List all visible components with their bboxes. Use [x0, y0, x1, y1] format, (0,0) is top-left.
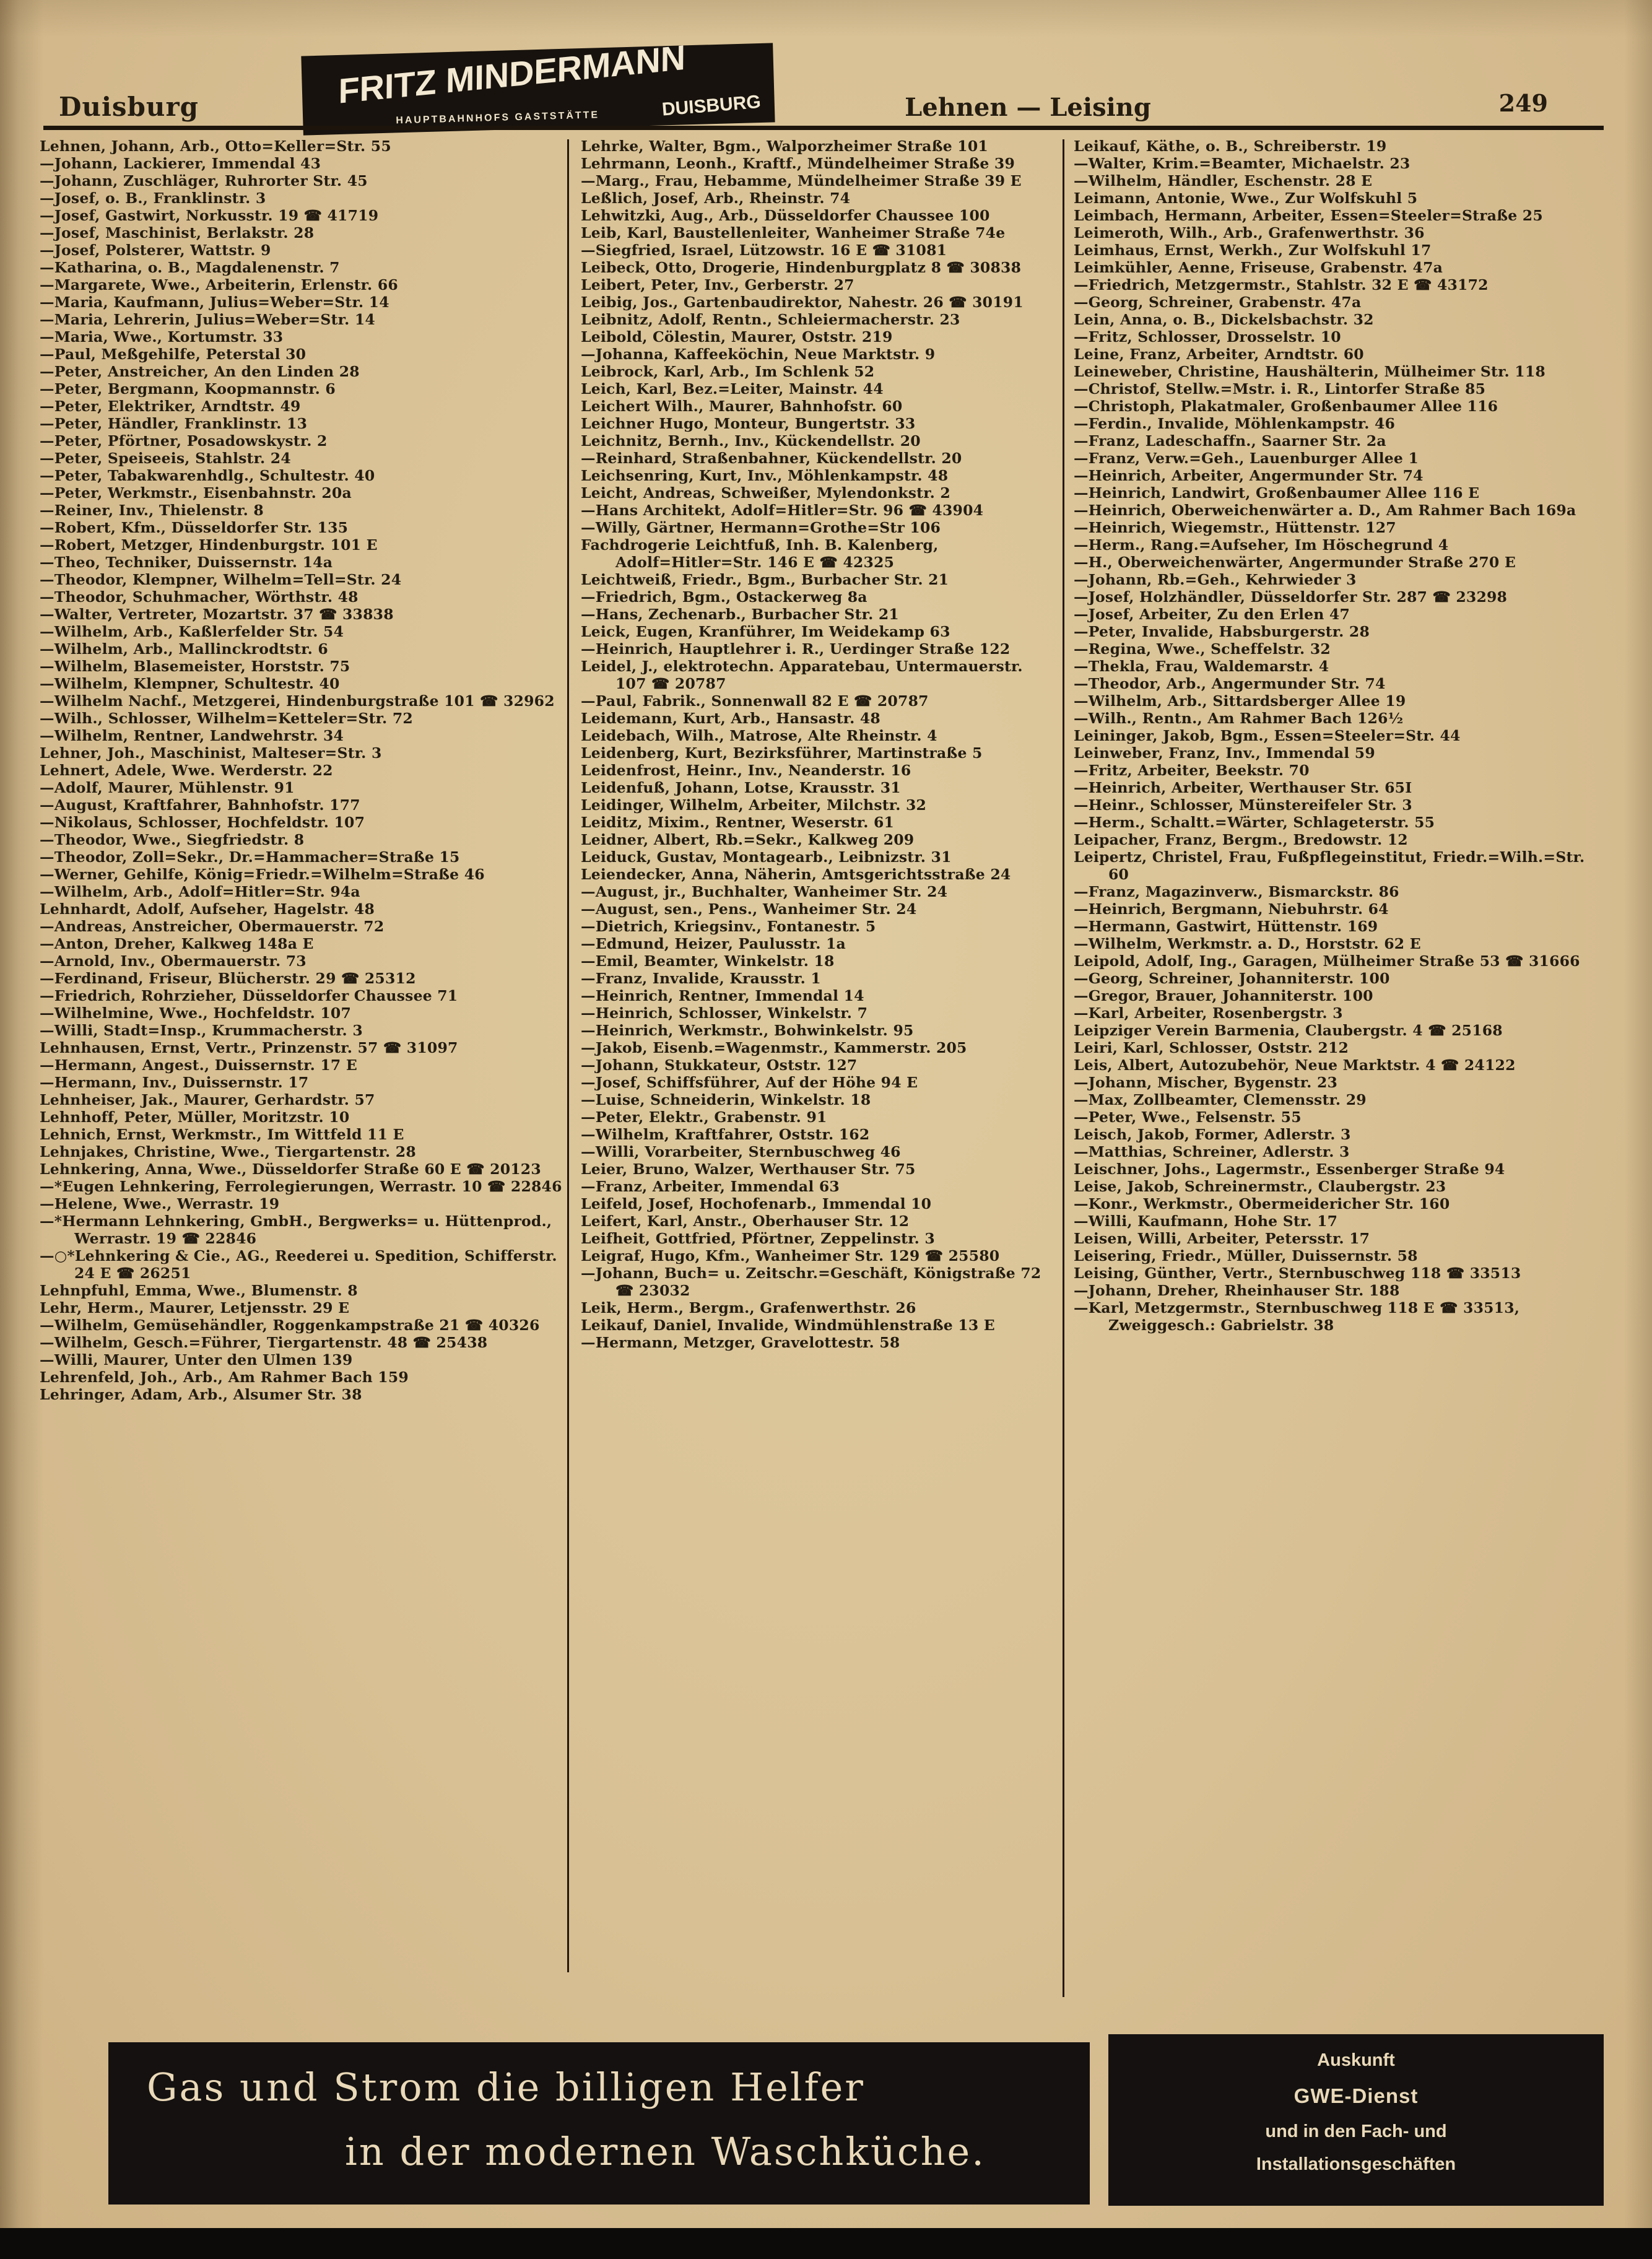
gwe-ad-line4: Installationsgeschäften	[1256, 2154, 1456, 2174]
directory-entry: —Heinrich, Arbeiter, Angermunder Str. 74	[1074, 467, 1424, 484]
directory-entry: Leier, Bruno, Walzer, Werthauser Str. 75	[581, 1160, 916, 1178]
header-rule	[43, 126, 1604, 130]
directory-entry: Leifert, Karl, Anstr., Oberhauser Str. 12	[581, 1212, 910, 1230]
directory-entry: —Fritz, Schlosser, Drosselstr. 10	[1074, 328, 1341, 346]
directory-entry: —Heinrich, Werkmstr., Bohwinkelstr. 95	[581, 1022, 914, 1039]
directory-entry: Lein, Anna, o. B., Dickelsbachstr. 32	[1074, 311, 1374, 328]
directory-entry: Lehnich, Ernst, Werkmstr., Im Wittfeld 11 E	[40, 1126, 404, 1143]
directory-entry: Lehnhoff, Peter, Müller, Moritzstr. 10	[40, 1108, 350, 1126]
directory-entry: —Johann, Dreher, Rheinhauser Str. 188	[1074, 1282, 1400, 1299]
directory-entry: —Peter, Tabakwarenhdlg., Schultestr. 40	[40, 467, 375, 484]
directory-entry: Leising, Günther, Vertr., Sternbuschweg 118 ☎ 33513	[1074, 1264, 1521, 1282]
directory-entry: —Josef, Arbeiter, Zu den Erlen 47	[1074, 606, 1350, 623]
directory-entry: —Hermann, Inv., Duissernstr. 17	[40, 1074, 309, 1091]
directory-entry: Leine, Franz, Arbeiter, Arndtstr. 60	[1074, 346, 1364, 363]
directory-entry: Leipold, Adolf, Ing., Garagen, Mülheimer Straße 53 ☎ 31666	[1074, 952, 1580, 970]
directory-entry: —Konr., Werkmstr., Obermeidericher Str. 160	[1074, 1195, 1450, 1212]
column-divider-1	[567, 139, 569, 1972]
directory-entry: —Christoph, Plakatmaler, Großenbaumer Allee 116	[1074, 398, 1498, 415]
directory-entry: —Herm., Schaltt.=Wärter, Schlageterstr. 55	[1074, 814, 1435, 831]
directory-entry: —Wilhelm, Werkmstr. a. D., Horststr. 62 E	[1074, 935, 1421, 952]
directory-entry: —Friedrich, Metzgermstr., Stahlstr. 32 E ☎ 43172	[1074, 276, 1489, 294]
directory-entry: —Peter, Invalide, Habsburgerstr. 28	[1074, 623, 1370, 640]
directory-entry: —Johann, Mischer, Bygenstr. 23	[1074, 1074, 1338, 1091]
directory-entry: —Arnold, Inv., Obermauerstr. 73	[40, 952, 306, 970]
directory-entry: —Paul, Fabrik., Sonnenwall 82 E ☎ 20787	[581, 692, 929, 710]
directory-entry: —Johann, Stukkateur, Oststr. 127	[581, 1056, 858, 1074]
directory-entry: —Fritz, Arbeiter, Beekstr. 70	[1074, 762, 1310, 779]
directory-entry: —Peter, Werkmstr., Eisenbahnstr. 20a	[40, 484, 352, 502]
directory-entry: —○*Lehnkering & Cie., AG., Reederei u. Spedition, Schifferstr. 24 E ☎ 26251	[40, 1247, 557, 1282]
directory-entry: —Hermann, Angest., Duissernstr. 17 E	[40, 1056, 357, 1074]
directory-entry: —*Hermann Lehnkering, GmbH., Bergwerks= u. Hüttenprod., Werrastr. 19 ☎ 22846	[40, 1212, 552, 1247]
directory-entry: —Wilhelm, Klempner, Schultestr. 40	[40, 675, 340, 692]
directory-entry: —Maria, Lehrerin, Julius=Weber=Str. 14	[40, 311, 375, 328]
directory-entry: —Jakob, Eisenb.=Wagenmstr., Kammerstr. 205	[581, 1039, 967, 1056]
directory-entry: Leidemann, Kurt, Arb., Hansastr. 48	[581, 710, 880, 727]
page-number: 249	[1498, 89, 1548, 117]
directory-entry: —Wilhelm, Arb., Kaßlerfelder Str. 54	[40, 623, 344, 640]
directory-entry: —Franz, Verw.=Geh., Lauenburger Allee 1	[1074, 450, 1419, 467]
directory-entry: Leibold, Cölestin, Maurer, Oststr. 219	[581, 328, 893, 346]
directory-entry: Leikauf, Käthe, o. B., Schreiberstr. 19	[1074, 137, 1387, 155]
directory-entry: —H., Oberweichenwärter, Angermunder Straße 270 E	[1074, 554, 1516, 571]
directory-entry: —Robert, Kfm., Düsseldorfer Str. 135	[40, 519, 349, 536]
directory-entry: —Theodor, Schuhmacher, Wörthstr. 48	[40, 588, 359, 606]
directory-entry: Leisch, Jakob, Former, Adlerstr. 3	[1074, 1126, 1351, 1143]
directory-column-2	[581, 137, 1056, 1980]
directory-entry: —Willi, Maurer, Unter den Ulmen 139	[40, 1351, 353, 1369]
directory-entry: —Marg., Frau, Hebamme, Mündelheimer Straße 39 E	[581, 172, 1022, 189]
directory-entry: —Matthias, Schreiner, Adlerstr. 3	[1074, 1143, 1350, 1160]
logo-city: DUISBURG	[661, 91, 762, 120]
gas-strom-ad-line2: in der modernen Waschküche.	[345, 2129, 986, 2174]
directory-entry: —Gregor, Brauer, Johanniterstr. 100	[1074, 987, 1373, 1004]
directory-entry: —Wilhelm, Rentner, Landwehrstr. 34	[40, 727, 344, 744]
directory-entry: —Anton, Dreher, Kalkweg 148a E	[40, 935, 314, 952]
directory-entry: —Heinr., Schlosser, Münstereifeler Str. 3	[1074, 796, 1412, 814]
directory-entry: —Siegfried, Israel, Lützowstr. 16 E ☎ 31081	[581, 242, 947, 259]
directory-entry: —August, Kraftfahrer, Bahnhofstr. 177	[40, 796, 360, 814]
directory-entry: —Hans Architekt, Adolf=Hitler=Str. 96 ☎ 43904	[581, 502, 984, 519]
directory-entry: —Peter, Elektriker, Arndtstr. 49	[40, 398, 301, 415]
directory-entry: —Max, Zollbeamter, Clemensstr. 29	[1074, 1091, 1367, 1108]
page-bottom-shadow	[0, 2228, 1652, 2259]
directory-entry: Leibnitz, Adolf, Rentn., Schleiermacherstr. 23	[581, 311, 960, 328]
directory-entry: —Peter, Pförtner, Posadowskystr. 2	[40, 432, 328, 450]
directory-entry: —Theo, Techniker, Duissernstr. 14a	[40, 554, 333, 571]
directory-entry: —Johann, Zuschläger, Ruhrorter Str. 45	[40, 172, 368, 189]
directory-entry: —Friedrich, Rohrzieher, Düsseldorfer Chaussee 71	[40, 987, 458, 1004]
directory-entry: Leib, Karl, Baustellenleiter, Wanheimer Straße 74e	[581, 224, 1006, 242]
directory-entry: —Adolf, Maurer, Mühlenstr. 91	[40, 779, 295, 796]
directory-entry: Lehnert, Adele, Wwe. Werderstr. 22	[40, 762, 333, 779]
directory-entry: —Reiner, Inv., Thielenstr. 8	[40, 502, 264, 519]
directory-entry: Leichner Hugo, Monteur, Bungertstr. 33	[581, 415, 916, 432]
directory-entry: —Reinhard, Straßenbahner, Kückendellstr. 20	[581, 450, 962, 467]
directory-entry: —Regina, Wwe., Scheffelstr. 32	[1074, 640, 1331, 658]
directory-entry: Leidner, Albert, Rb.=Sekr., Kalkweg 209	[581, 831, 915, 848]
directory-entry: —Hermann, Metzger, Gravelottestr. 58	[581, 1334, 900, 1351]
directory-entry: Leimkühler, Aenne, Friseuse, Grabenstr. 47a	[1074, 259, 1443, 276]
directory-entry: Leifeld, Josef, Hochofenarb., Immendal 10	[581, 1195, 932, 1212]
directory-entry: Leimeroth, Wilh., Arb., Grafenwerthstr. 36	[1074, 224, 1425, 242]
directory-entry: —Theodor, Wwe., Siegfriedstr. 8	[40, 831, 305, 848]
directory-entry: —Wilhelm, Arb., Adolf=Hitler=Str. 94a	[40, 883, 360, 900]
directory-entry: Leifheit, Gottfried, Pförtner, Zeppelinstr. 3	[581, 1230, 935, 1247]
directory-entry: —Heinrich, Wiegemstr., Hüttenstr. 127	[1074, 519, 1396, 536]
directory-entry: Leichsenring, Kurt, Inv., Möhlenkampstr. 48	[581, 467, 949, 484]
directory-entry: —Heinrich, Landwirt, Großenbaumer Allee 116 E	[1074, 484, 1480, 502]
directory-entry: —Nikolaus, Schlosser, Hochfeldstr. 107	[40, 814, 365, 831]
directory-entry: —Walter, Krim.=Beamter, Michaelstr. 23	[1074, 155, 1411, 172]
directory-entry: —Heinrich, Hauptlehrer i. R., Uerdinger Straße 122	[581, 640, 1011, 658]
directory-entry: —Johanna, Kaffeeköchin, Neue Marktstr. 9	[581, 346, 936, 363]
directory-entry: —*Eugen Lehnkering, Ferrolegierungen, Werrastr. 10 ☎ 22846	[40, 1178, 562, 1195]
directory-entry: Leigraf, Hugo, Kfm., Wanheimer Str. 129 ☎ 25580	[581, 1247, 1000, 1264]
directory-entry: —Georg, Schreiner, Grabenstr. 47a	[1074, 294, 1362, 311]
directory-entry: —Katharina, o. B., Magdalenenstr. 7	[40, 259, 340, 276]
directory-entry: Leik, Herm., Bergm., Grafenwerthstr. 26	[581, 1299, 916, 1317]
directory-entry: —Dietrich, Kriegsinv., Fontanestr. 5	[581, 918, 876, 935]
directory-entry: —August, sen., Pens., Wanheimer Str. 24	[581, 900, 917, 918]
directory-entry: —Christof, Stellw.=Mstr. i. R., Lintorfer Straße 85	[1074, 380, 1486, 398]
directory-entry: Leibrock, Karl, Arb., Im Schlenk 52	[581, 363, 875, 380]
directory-entry: Leßlich, Josef, Arb., Rheinstr. 74	[581, 189, 851, 207]
directory-entry: Lehrke, Walter, Bgm., Walporzheimer Straße 101	[581, 137, 988, 155]
directory-entry: —Theodor, Zoll=Sekr., Dr.=Hammacher=Straße 15	[40, 848, 460, 866]
directory-entry: —Josef, o. B., Franklinstr. 3	[40, 189, 266, 207]
gwe-dienst-ad	[1108, 2034, 1604, 2206]
directory-entry: —Wilhelm, Arb., Mallinckrodtstr. 6	[40, 640, 328, 658]
directory-entry: Leidinger, Wilhelm, Arbeiter, Milchstr. 32	[581, 796, 927, 814]
directory-entry: Leiendecker, Anna, Näherin, Amtsgerichtsstraße 24	[581, 866, 1011, 883]
directory-entry: —Helene, Wwe., Werrastr. 19	[40, 1195, 280, 1212]
gwe-ad-line2: GWE-Dienst	[1293, 2084, 1419, 2107]
gwe-ad-line1: Auskunft	[1317, 2050, 1395, 2070]
directory-entry: —Johann, Rb.=Geh., Kehrwieder 3	[1074, 571, 1357, 588]
directory-entry: Leichert Wilh., Maurer, Bahnhofstr. 60	[581, 398, 903, 415]
directory-entry: Lehnjakes, Christine, Wwe., Tiergartenstr. 28	[40, 1143, 416, 1160]
directory-entry: —Franz, Magazinverw., Bismarckstr. 86	[1074, 883, 1399, 900]
directory-entry: Leise, Jakob, Schreinermstr., Claubergstr. 23	[1074, 1178, 1446, 1195]
directory-entry: —Hermann, Gastwirt, Hüttenstr. 169	[1074, 918, 1378, 935]
directory-entry: Lehrenfeld, Joh., Arb., Am Rahmer Bach 159	[40, 1369, 409, 1386]
directory-entry: —August, jr., Buchhalter, Wanheimer Str. 24	[581, 883, 948, 900]
directory-entry: —Herm., Rang.=Aufseher, Im Höschegrund 4	[1074, 536, 1449, 554]
directory-entry: —Friedrich, Bgm., Ostackerweg 8a	[581, 588, 867, 606]
directory-entry: —Emil, Beamter, Winkelstr. 18	[581, 952, 835, 970]
directory-entry: Leimbach, Hermann, Arbeiter, Essen=Steeler=Straße 25	[1074, 207, 1543, 224]
directory-entry: —Franz, Ladeschaffn., Saarner Str. 2a	[1074, 432, 1386, 450]
directory-entry: Leiduck, Gustav, Montagearb., Leibnizstr. 31	[581, 848, 952, 866]
directory-entry: Leischner, Johs., Lagermstr., Essenberger Straße 94	[1074, 1160, 1505, 1178]
restaurant-ad-logo	[301, 37, 775, 135]
directory-entry: —Georg, Schreiner, Johanniterstr. 100	[1074, 970, 1390, 987]
directory-entry: Leiri, Karl, Schlosser, Oststr. 212	[1074, 1039, 1349, 1056]
directory-entry: —Willi, Kaufmann, Hohe Str. 17	[1074, 1212, 1338, 1230]
directory-entry: —Wilhelm Nachf., Metzgerei, Hindenburgstraße 101 ☎ 32962	[40, 692, 555, 710]
directory-entry: Leidenfuß, Johann, Lotse, Krausstr. 31	[581, 779, 901, 796]
directory-entry: Leinweber, Franz, Inv., Immendal 59	[1074, 744, 1375, 762]
directory-entry: Lehnkering, Anna, Wwe., Düsseldorfer Straße 60 E ☎ 20123	[40, 1160, 541, 1178]
directory-entry: —Josef, Schiffsführer, Auf der Höhe 94 E	[581, 1074, 918, 1091]
directory-entry: Leisen, Willi, Arbeiter, Petersstr. 17	[1074, 1230, 1370, 1247]
directory-entry: —Wilhelm, Gesch.=Führer, Tiergartenstr. 48 ☎ 25438	[40, 1334, 488, 1351]
directory-entry: Leikauf, Daniel, Invalide, Windmühlenstraße 13 E	[581, 1317, 995, 1334]
directory-entry: Fachdrogerie Leichtfuß, Inh. B. Kalenberg, Adolf=Hitler=Str. 146 E ☎ 42325	[581, 536, 939, 571]
directory-entry: —Andreas, Anstreicher, Obermauerstr. 72	[40, 918, 385, 935]
directory-entry: —Wilh., Rentn., Am Rahmer Bach 126½	[1074, 710, 1404, 727]
directory-entry: —Margarete, Wwe., Arbeiterin, Erlenstr. 66	[40, 276, 398, 294]
header-name-range: Lehnen — Leising	[905, 93, 1151, 122]
directory-entry: —Johann, Lackierer, Immendal 43	[40, 155, 321, 172]
directory-entry: —Wilhelmine, Wwe., Hochfeldstr. 107	[40, 1004, 352, 1022]
directory-entry: —Ferdinand, Friseur, Blücherstr. 29 ☎ 25312	[40, 970, 416, 987]
directory-entry: —Walter, Vertreter, Mozartstr. 37 ☎ 33838	[40, 606, 394, 623]
directory-entry: Leiditz, Mixim., Rentner, Weserstr. 61	[581, 814, 895, 831]
directory-entry: —Peter, Speiseeis, Stahlstr. 24	[40, 450, 291, 467]
directory-entry: Lehrmann, Leonh., Kraftf., Mündelheimer Straße 39	[581, 155, 1015, 172]
directory-entry: —Peter, Händler, Franklinstr. 13	[40, 415, 308, 432]
directory-entry: Leichnitz, Bernh., Inv., Kückendellstr. 20	[581, 432, 921, 450]
directory-entry: —Heinrich, Rentner, Immendal 14	[581, 987, 864, 1004]
directory-entry: Lehner, Joh., Maschinist, Malteser=Str. 3	[40, 744, 382, 762]
directory-entry: Lehnhausen, Ernst, Vertr., Prinzenstr. 57 ☎ 31097	[40, 1039, 458, 1056]
directory-entry: —Wilhelm, Gemüsehändler, Roggenkampstraße 21 ☎ 40326	[40, 1317, 540, 1334]
directory-column-3	[1074, 137, 1609, 1980]
directory-entry: —Wilh., Schlosser, Wilhelm=Ketteler=Str. 72	[40, 710, 413, 727]
directory-entry: Leidenberg, Kurt, Bezirksführer, Martinstraße 5	[581, 744, 983, 762]
directory-entry: Leidenfrost, Heinr., Inv., Neanderstr. 16	[581, 762, 911, 779]
directory-entry: —Josef, Gastwirt, Norkusstr. 19 ☎ 41719	[40, 207, 379, 224]
directory-entry: Leipziger Verein Barmenia, Claubergstr. 4 ☎ 25168	[1074, 1022, 1503, 1039]
directory-entry: —Edmund, Heizer, Paulusstr. 1a	[581, 935, 846, 952]
directory-entry: —Josef, Polsterer, Wattstr. 9	[40, 242, 271, 259]
directory-entry: Lehnen, Johann, Arb., Otto=Keller=Str. 55	[40, 137, 391, 155]
directory-entry: —Luise, Schneiderin, Winkelstr. 18	[581, 1091, 871, 1108]
gwe-ad-line3: und in den Fach- und	[1265, 2122, 1447, 2141]
directory-entry: —Heinrich, Oberweichenwärter a. D., Am Rahmer Bach 169a	[1074, 502, 1576, 519]
directory-entry: Leisering, Friedr., Müller, Duissernstr. 58	[1074, 1247, 1418, 1264]
directory-entry: Leininger, Jakob, Bgm., Essen=Steeler=Str. 44	[1074, 727, 1461, 744]
directory-entry: —Johann, Buch= u. Zeitschr.=Geschäft, Königstraße 72 ☎ 23032	[581, 1264, 1041, 1299]
directory-entry: —Peter, Elektr., Grabenstr. 91	[581, 1108, 827, 1126]
directory-entry: Leipacher, Franz, Bergm., Bredowstr. 12	[1074, 831, 1408, 848]
directory-entry: —Maria, Kaufmann, Julius=Weber=Str. 14	[40, 294, 389, 311]
directory-entry: —Karl, Arbeiter, Rosenbergstr. 3	[1074, 1004, 1343, 1022]
directory-entry: —Maria, Wwe., Kortumstr. 33	[40, 328, 284, 346]
directory-entry: —Ferdin., Invalide, Möhlenkampstr. 46	[1074, 415, 1396, 432]
directory-column-1	[40, 137, 563, 1980]
header-city: Duisburg	[59, 92, 199, 122]
directory-entry: —Wilhelm, Arb., Sittardsberger Allee 19	[1074, 692, 1406, 710]
directory-entry: —Robert, Metzger, Hindenburgstr. 101 E	[40, 536, 378, 554]
directory-entry: Leicht, Andreas, Schweißer, Mylendonkstr. 2	[581, 484, 950, 502]
directory-entry: Leidel, J., elektrotechn. Apparatebau, Untermauerstr. 107 ☎ 20787	[581, 658, 1023, 692]
directory-entry: —Franz, Arbeiter, Immendal 63	[581, 1178, 840, 1195]
directory-entry: Leis, Albert, Autozubehör, Neue Marktstr. 4 ☎ 24122	[1074, 1056, 1516, 1074]
directory-entry: —Peter, Anstreicher, An den Linden 28	[40, 363, 360, 380]
directory-entry: Leich, Karl, Bez.=Leiter, Mainstr. 44	[581, 380, 884, 398]
directory-entry: Leibeck, Otto, Drogerie, Hindenburgplatz 8 ☎ 30838	[581, 259, 1022, 276]
directory-entry: —Peter, Bergmann, Koopmannstr. 6	[40, 380, 336, 398]
logo-subtitle: HAUPTBAHNHOFS GASTSTÄTTE	[396, 110, 600, 126]
directory-entry: Lehnheiser, Jak., Maurer, Gerhardstr. 57	[40, 1091, 375, 1108]
directory-entry: Leipertz, Christel, Frau, Fußpflegeinstitut, Friedr.=Wilh.=Str. 60	[1074, 848, 1585, 883]
directory-entry: Leichtweiß, Friedr., Bgm., Burbacher Str. 21	[581, 571, 949, 588]
directory-entry: —Heinrich, Schlosser, Winkelstr. 7	[581, 1004, 868, 1022]
directory-entry: —Theodor, Arb., Angermunder Str. 74	[1074, 675, 1386, 692]
directory-entry: Leick, Eugen, Kranführer, Im Weidekamp 63	[581, 623, 950, 640]
directory-entry: Leibert, Peter, Inv., Gerberstr. 27	[581, 276, 854, 294]
directory-entry: Lehringer, Adam, Arb., Alsumer Str. 38	[40, 1386, 362, 1403]
directory-entry: —Paul, Meßgehilfe, Peterstal 30	[40, 346, 306, 363]
directory-entry: —Wilhelm, Blasemeister, Horststr. 75	[40, 658, 350, 675]
directory-entry: Leimhaus, Ernst, Werkh., Zur Wolfskuhl 17	[1074, 242, 1432, 259]
directory-entry: —Thekla, Frau, Waldemarstr. 4	[1074, 658, 1329, 675]
gas-strom-ad-line1: Gas und Strom die billigen Helfer	[147, 2065, 865, 2110]
directory-entry: Leineweber, Christine, Haushälterin, Mülheimer Str. 118	[1074, 363, 1545, 380]
directory-entry: —Willi, Stadt=Insp., Krummacherstr. 3	[40, 1022, 363, 1039]
directory-entry: —Wilhelm, Kraftfahrer, Oststr. 162	[581, 1126, 870, 1143]
directory-entry: Lehwitzki, Aug., Arb., Düsseldorfer Chaussee 100	[581, 207, 990, 224]
directory-entry: —Peter, Wwe., Felsenstr. 55	[1074, 1108, 1302, 1126]
directory-entry: —Heinrich, Arbeiter, Werthauser Str. 65I	[1074, 779, 1412, 796]
directory-entry: —Josef, Holzhändler, Düsseldorfer Str. 287 ☎ 23298	[1074, 588, 1508, 606]
logo-name: FRITZ MINDERMANN	[338, 37, 686, 111]
directory-entry: —Heinrich, Bergmann, Niebuhrstr. 64	[1074, 900, 1389, 918]
gas-strom-ad	[108, 2042, 1090, 2205]
directory-entry: Lehr, Herm., Maurer, Letjensstr. 29 E	[40, 1299, 350, 1317]
directory-entry: Leibig, Jos., Gartenbaudirektor, Nahestr. 26 ☎ 30191	[581, 294, 1024, 311]
directory-entry: —Josef, Maschinist, Berlakstr. 28	[40, 224, 315, 242]
directory-entry: Leimann, Antonie, Wwe., Zur Wolfskuhl 5	[1074, 189, 1418, 207]
directory-entry: —Willy, Gärtner, Hermann=Grothe=Str 106	[581, 519, 941, 536]
directory-entry: —Willi, Vorarbeiter, Sternbuschweg 46	[581, 1143, 901, 1160]
column-divider-2	[1063, 139, 1064, 1997]
directory-entry: Leidebach, Wilh., Matrose, Alte Rheinstr. 4	[581, 727, 937, 744]
directory-entry: —Hans, Zechenarb., Burbacher Str. 21	[581, 606, 899, 623]
directory-entry: —Werner, Gehilfe, König=Friedr.=Wilhelm=Straße 46	[40, 866, 485, 883]
directory-entry: —Wilhelm, Händler, Eschenstr. 28 E	[1074, 172, 1373, 189]
directory-entry: —Karl, Metzgermstr., Sternbuschweg 118 E ☎ 33513, Zweiggesch.: Gabrielstr. 38	[1074, 1299, 1520, 1334]
directory-entry: —Theodor, Klempner, Wilhelm=Tell=Str. 24	[40, 571, 402, 588]
directory-entry: Lehnhardt, Adolf, Aufseher, Hagelstr. 48	[40, 900, 375, 918]
directory-entry: —Franz, Invalide, Krausstr. 1	[581, 970, 821, 987]
directory-entry: Lehnpfuhl, Emma, Wwe., Blumenstr. 8	[40, 1282, 358, 1299]
